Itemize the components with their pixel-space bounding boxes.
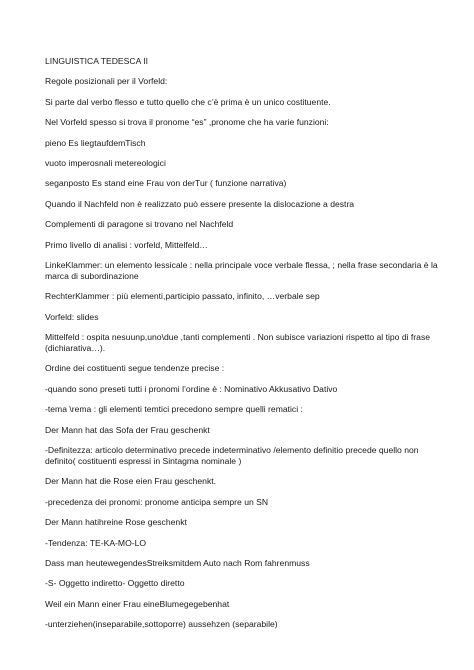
paragraph-vorfeld-rules: Regole posizionali per il Vorfeld: xyxy=(45,76,168,87)
paragraph-pieno: pieno Es liegtaufdemTisch xyxy=(45,137,146,148)
paragraph-verbo-flesso: Si parte dal verbo flesso e tutto quello che c’è prima è un unico costituente. xyxy=(45,96,331,107)
paragraph-unterziehen: -unterziehen(inseparabile,sottoporre) aussehzen (separabile) xyxy=(45,619,278,630)
paragraph-tema-rema: -tema \rema : gli elementi temtici precedono sempre quelli rematici : xyxy=(45,404,303,415)
paragraph-complementi: Complementi di paragone si trovano nel Nachfeld xyxy=(45,219,234,230)
paragraph-pronomi-ordine: -quando sono preseti tutti i pronomi l’ordine è : Nominativo Akkusativo Dativo xyxy=(45,383,338,394)
example-blume: Weil ein Mann einer Frau eineBlumegegebenhat xyxy=(45,598,230,609)
paragraph-ordine: Ordine dei costituenti segue tendenze precise : xyxy=(45,363,225,374)
example-streik: Dass man heutewegendesStreiksmitdem Auto nach Rom fahrenmuss xyxy=(45,557,310,568)
paragraph-oggetti: -S- Oggetto indiretto- Oggetto diretto xyxy=(45,578,185,589)
paragraph-linke-klammer: LinkeKlammer: un elemento lessicale : nella principale voce verbale flessa, ; nella frase secondaria è la marca di subordinazione xyxy=(45,259,438,281)
paragraph-definitezza: -Definitezza: articolo determinativo precede indeterminativo /elemento definitio precede quello non definito( costituenti espressi in Sintagma nominale ) xyxy=(45,445,419,467)
paragraph-vuoto: vuoto imperosnali metereologici xyxy=(45,157,166,168)
paragraph-pronome-es: Nel Vorfeld spesso si trova il pronome “es” ,pronome che ha varie funzioni: xyxy=(45,117,329,128)
example-rose: Der Mann hat die Rose eien Frau geschenkt. xyxy=(45,476,217,487)
document-body xyxy=(45,56,445,640)
paragraph-segnaposto: seganposto Es stand eine Frau von derTur ( funzione narrativa) xyxy=(45,178,287,189)
paragraph-nachfeld: Quando il Nachfeld non è realizzato può essere presente la dislocazione a destra xyxy=(45,198,355,209)
paragraph-mittelfeld: Mittelfeld : ospita nesuunp,uno\due ,tanti complementi . Non subisce variazioni rispetto al tipo di frase (dichiarativa…). xyxy=(45,332,431,354)
paragraph-primo-livello: Primo livello di analisi : vorfeld, Mittelfeld… xyxy=(45,239,208,250)
paragraph-vorfeld-slides: Vorfeld: slides xyxy=(45,311,99,322)
example-sofa: Der Mann hat das Sofa der Frau geschenkt xyxy=(45,424,210,435)
paragraph-precedenza-pronomi: -precedenza dei pronomi: pronome anticipa sempre un SN xyxy=(45,496,269,507)
paragraph-rechter-klammer: RechterKlammer : più elementi,participio passato, infinito, …verbale sep xyxy=(45,291,320,302)
document-title: LINGUISTICA TEDESCA II xyxy=(45,56,148,66)
example-ihr: Der Mann hatihreine Rose geschenkt xyxy=(45,517,187,528)
paragraph-tekamolo: -Tendenza: TE-KA-MO-LO xyxy=(45,537,147,548)
